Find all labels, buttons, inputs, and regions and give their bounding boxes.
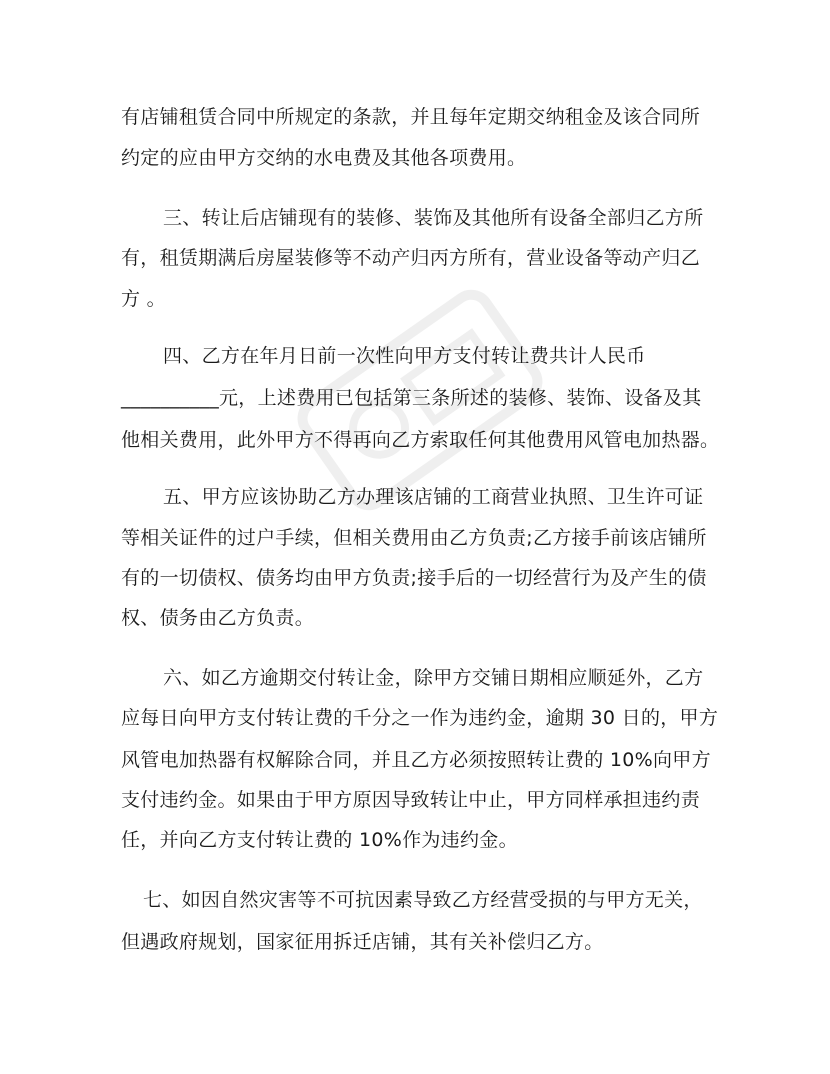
text-line: 有店铺租赁合同中所规定的条款，并且每年定期交纳租金及该合同所: [121, 106, 701, 128]
paragraph-4-start: 四、乙方在年月日前一次性向甲方支付转让费共计人民币: [163, 345, 646, 367]
text-line: 支付违约金。如果由于甲方原因导致转让中止，甲方同样承担违约责: [121, 789, 701, 811]
paragraph-6-start: 六、如乙方逾期交付转让金，除甲方交铺日期相应顺延外，乙方: [163, 667, 704, 689]
text-line: 任，并向乙方支付转让费的 10%作为违约金。: [121, 829, 518, 851]
text-line: 有，租赁期满后房屋装修等不动产归丙方所有，营业设备等动产归乙: [121, 247, 701, 269]
text-line: 权、债务由乙方负责。: [121, 607, 315, 629]
text-line: 但遇政府规划，国家征用拆迁店铺，其有关补偿归乙方。: [121, 931, 604, 953]
text-line: 约定的应由甲方交纳的水电费及其他各项费用。: [121, 147, 527, 169]
text-line: 风管电加热器有权解除合同，并且乙方必须按照转让费的 10%向甲方: [121, 749, 711, 771]
text-line: 有的一切债权、债务均由甲方负责;接手后的一切经营行为及产生的债: [121, 567, 707, 589]
text-line: 应每日向甲方支付转让费的千分之一作为违约金，逾期 30 日的，甲方: [121, 707, 719, 729]
text-line: 他相关费用，此外甲方不得再向乙方索取任何其他费用风管电加热器。: [121, 429, 720, 451]
paragraph-3-start: 三、转让后店铺现有的装修、装饰及其他所有设备全部归乙方所: [163, 207, 704, 229]
text-line: 等相关证件的过户手续，但相关费用由乙方负责;乙方接手前该店铺所: [121, 527, 707, 549]
text-line: __________元，上述费用已包括第三条所述的装修、装饰、设备及其: [121, 387, 702, 409]
paragraph-5-start: 五、甲方应该协助乙方办理该店铺的工商营业执照、卫生许可证: [163, 486, 704, 508]
paragraph-7-start: 七、如因自然灾害等不可抗因素导致乙方经营受损的与甲方无关，: [143, 889, 703, 911]
text-line: 方 。: [121, 288, 166, 310]
